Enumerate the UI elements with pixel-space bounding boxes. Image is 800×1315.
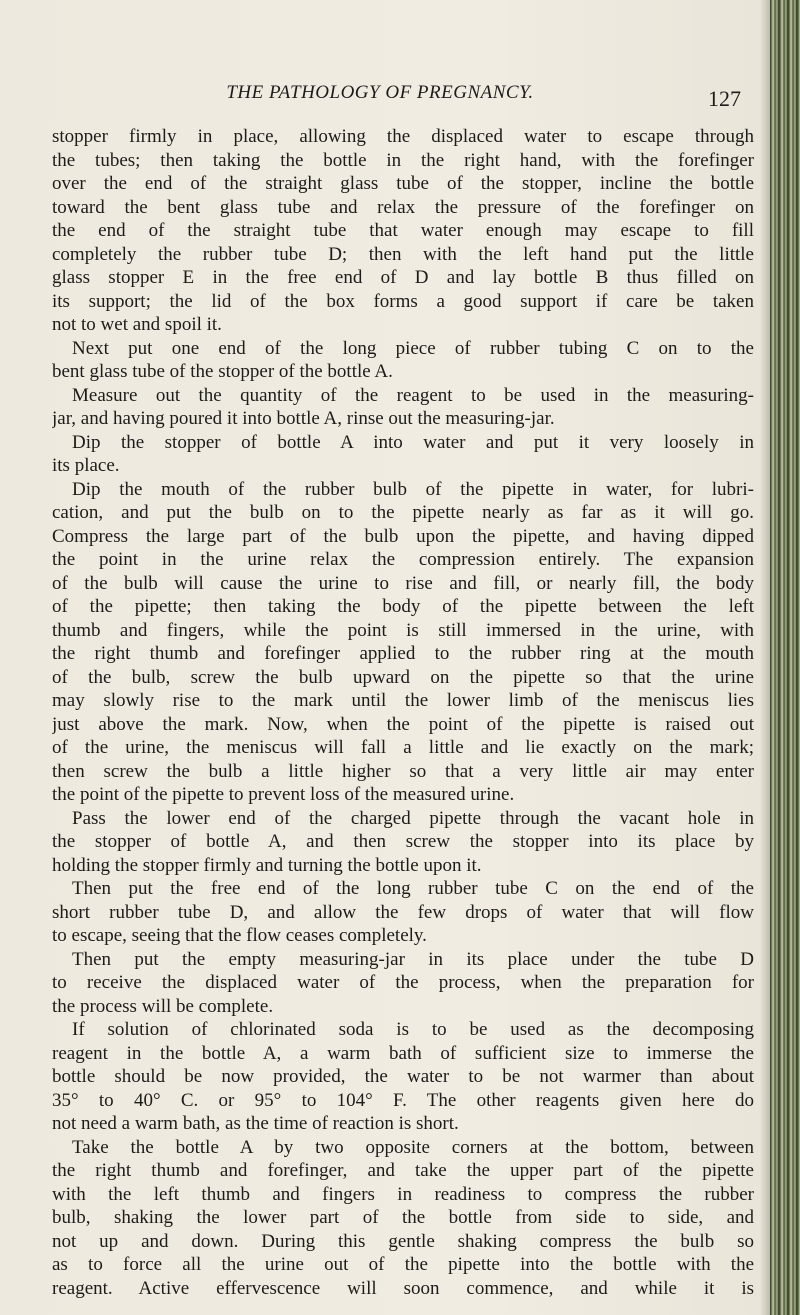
page-number: 127 — [708, 86, 741, 111]
binding-shadow — [760, 0, 770, 1315]
text-line: bulb, shaking the lower part of the bottle from side to side, and — [52, 1207, 754, 1228]
text-line: jar, and having poured it into bottle A, rinse out the measuring-jar. — [52, 408, 555, 429]
text-line: Pass the lower end of the charged pipette through the vacant hole in — [72, 807, 754, 829]
text-line: the stopper of bottle A, and then screw the stopper into its place by — [52, 831, 754, 852]
text-line: Compress the large part of the bulb upon the pipette, and having dipped — [52, 525, 754, 547]
text-line: stopper firmly in place, allowing the displaced water to escape through — [52, 126, 754, 147]
text-line: not up and down. During this gentle shaking compress the bulb so — [52, 1230, 754, 1252]
text-line: thumb and fingers, while the point is still immersed in the urine, with — [52, 619, 754, 641]
text-line: reagent. Active effervescence will soon commence, and while it is — [52, 1277, 754, 1299]
text-line: bottle should be now provided, the water to be not warmer than about — [52, 1066, 754, 1087]
text-line: Dip the stopper of bottle A into water and put it very loosely in — [72, 431, 754, 453]
text-line: then screw the bulb a little higher so that a very little air may enter — [52, 760, 754, 782]
text-line: to escape, seeing that the flow ceases completely. — [52, 925, 427, 946]
text-line: not need a warm bath, as the time of reaction is short. — [52, 1113, 459, 1134]
text-line: Measure out the quantity of the reagent to be used in the measuring- — [72, 384, 754, 406]
text-line: just above the mark. Now, when the point of the pipette is raised out — [52, 713, 754, 735]
text-line: the process will be complete. — [52, 995, 274, 1017]
text-line: the end of the straight tube that water enough may escape to fill — [52, 220, 754, 241]
text-line: may slowly rise to the mark until the lower limb of the meniscus lies — [52, 690, 754, 711]
text-line: Then put the free end of the long rubber tube C on the end of the — [72, 878, 754, 899]
text-line: completely the rubber tube D; then with the left hand put the little — [52, 243, 754, 265]
text-line: glass stopper E in the free end of D and lay bottle B thus filled on — [52, 267, 754, 288]
text-line: of the urine, the meniscus will fall a little and lie exactly on the mark; — [52, 737, 754, 758]
text-line: the point in the urine relax the compression entirely. The expansion — [52, 549, 754, 570]
text-line: cation, and put the bulb on to the pipette nearly as far as it will go. — [52, 502, 754, 523]
text-line: over the end of the straight glass tube of the stopper, incline the bottle — [52, 173, 754, 194]
text-line: the right thumb and forefinger, and take the upper part of the pipette — [52, 1160, 754, 1181]
text-line: of the bulb will cause the urine to rise and fill, or nearly fill, the body — [52, 572, 754, 594]
text-line: Then put the empty measuring-jar in its place under the tube D — [72, 948, 754, 970]
text-line: of the bulb, screw the bulb upward on the pipette so that the urine — [52, 666, 754, 688]
text-line: with the left thumb and fingers in readiness to compress the rubber — [52, 1183, 754, 1205]
text-line: as to force all the urine out of the pipette into the bottle with the — [52, 1254, 754, 1275]
text-line: to receive the displaced water of the process, when the preparation for — [52, 972, 754, 993]
text-line: Dip the mouth of the rubber bulb of the pipette in water, for lubri- — [72, 478, 754, 500]
text-line: its support; the lid of the box forms a good support if care be taken — [52, 290, 754, 312]
text-line: holding the stopper firmly and turning the bottle upon it. — [52, 854, 482, 876]
body-text — [52, 125, 754, 1300]
text-line: reagent in the bottle A, a warm bath of sufficient size to immerse the — [52, 1042, 754, 1064]
text-line: Next put one end of the long piece of rubber tubing C on to the — [72, 337, 754, 359]
text-line: the right thumb and forefinger applied to the rubber ring at the mouth — [52, 643, 754, 664]
text-line: toward the bent glass tube and relax the pressure of the forefinger on — [52, 196, 754, 218]
page-header — [0, 82, 760, 112]
text-line: not to wet and spoil it. — [52, 314, 222, 335]
running-head: THE PATHOLOGY OF PREGNANCY. — [226, 82, 534, 103]
book-binding-edge — [770, 0, 800, 1315]
text-line: If solution of chlorinated soda is to be used as the decomposing — [72, 1019, 754, 1040]
text-line: the tubes; then taking the bottle in the right hand, with the forefinger — [52, 149, 754, 171]
text-line: of the pipette; then taking the body of the pipette between the left — [52, 596, 754, 617]
text-line: 35° to 40° C. or 95° to 104° F. The other reagents given here do — [52, 1089, 754, 1111]
text-line: bent glass tube of the stopper of the bottle A. — [52, 361, 393, 382]
text-line: short rubber tube D, and allow the few drops of water that will flow — [52, 901, 754, 923]
text-line: Take the bottle A by two opposite corners at the bottom, between — [72, 1136, 754, 1158]
text-line: its place. — [52, 455, 120, 476]
text-line: the point of the pipette to prevent loss of the measured urine. — [52, 784, 515, 805]
